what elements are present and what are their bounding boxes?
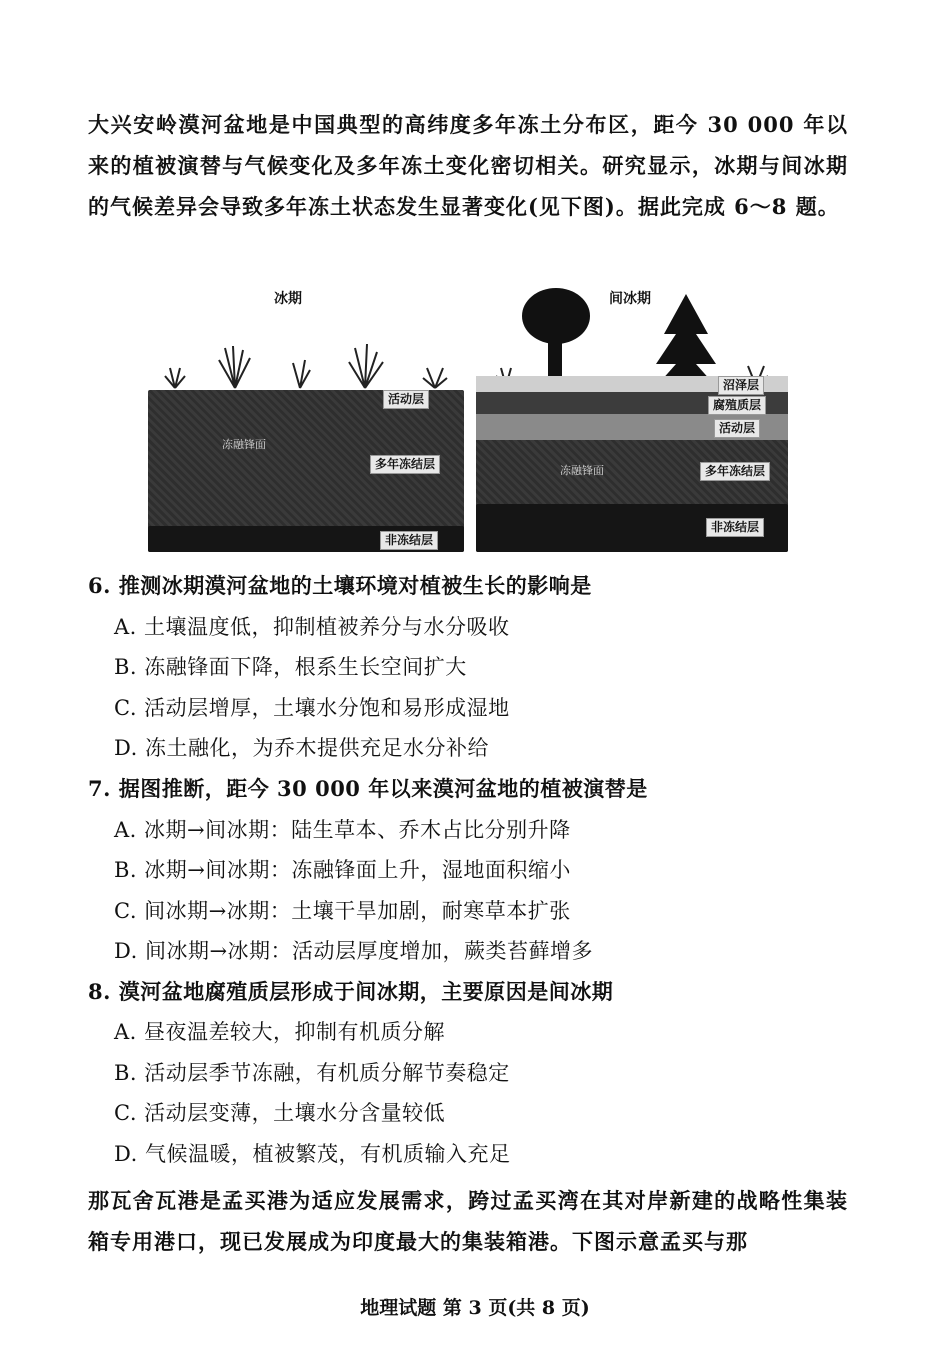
question-8-option-d: D. 气候温暖，植被繁茂，有机质输入充足 [114, 1142, 511, 1166]
glacial-unfrozen-label: 非冻结层 [380, 531, 438, 550]
glacial-active-layer-label: 活动层 [383, 390, 429, 409]
glacial-permafrost-label: 多年冻结层 [370, 455, 440, 474]
question-8-option-b: B. 活动层季节冻融，有机质分解节奏稳定 [114, 1061, 510, 1085]
question-8-stem: 8. 漠河盆地腐殖质层形成于间冰期，主要原因是间冰期 [88, 979, 614, 1004]
interglacial-humus-label: 腐殖质层 [708, 396, 766, 415]
interglacial-trees-icon [476, 286, 788, 390]
question-6-option-a: A. 土壤温度低，抑制植被养分与水分吸收 [114, 615, 510, 639]
glacial-plants-icon [155, 338, 465, 392]
question-7-option-a: A. 冰期→间冰期：陆生草本、乔木占比分别升降 [114, 818, 571, 842]
question-7-option-d: D. 间冰期→冰期：活动层厚度增加，蕨类苔藓增多 [114, 939, 594, 963]
interglacial-freeze-front-label: 冻融锋面 [560, 464, 604, 477]
question-6-option-b: B. 冻融锋面下降，根系生长空间扩大 [114, 655, 467, 679]
question-7-option-c: C. 间冰期→冰期：土壤干旱加剧，耐寒草本扩张 [114, 899, 571, 923]
passage-port: 那瓦舍瓦港是孟买港为适应发展需求，跨过孟买湾在其对岸新建的战略性集装箱专用港口，现已发展成为印度最大的集装箱港。下图示意孟买与那 [88, 1188, 848, 1254]
question-7-option-b: B. 冰期→间冰期：冻融锋面上升，湿地面积缩小 [114, 858, 571, 882]
interglacial-unfrozen-label: 非冻结层 [706, 518, 764, 537]
page-footer: 地理试题 第 3 页(共 8 页) [360, 1297, 590, 1319]
interglacial-swamp-label: 沼泽层 [718, 376, 764, 395]
interglacial-permafrost-label: 多年冻结层 [700, 462, 770, 481]
question-8-option-c: C. 活动层变薄，土壤水分含量较低 [114, 1101, 446, 1125]
question-6-option-d: D. 冻土融化，为乔木提供充足水分补给 [114, 736, 489, 760]
interglacial-title: 间冰期 [609, 291, 651, 307]
question-8-option-a: A. 昼夜温差较大，抑制有机质分解 [114, 1020, 446, 1044]
glacial-freeze-front-label: 冻融锋面 [222, 438, 266, 451]
question-6-stem: 6. 推测冰期漠河盆地的土壤环境对植被生长的影响是 [88, 573, 592, 598]
question-7-stem: 7. 据图推断，距今 30 000 年以来漠河盆地的植被演替是 [88, 776, 648, 801]
passage-intro: 大兴安岭漠河盆地是中国典型的高纬度多年冻土分布区，距今 30 000 年以来的植被演替与气候变化及多年冻土变化密切相关。研究显示，冰期与间冰期的气候差异会导致多年冻土状态发生显著变化(见下图)。据此完成 6～8 题。 [88, 112, 848, 219]
interglacial-active-layer-label: 活动层 [714, 419, 760, 438]
glacial-title: 冰期 [274, 291, 302, 307]
question-6-option-c: C. 活动层增厚，土壤水分饱和易形成湿地 [114, 696, 510, 720]
permafrost-figure [140, 282, 800, 572]
